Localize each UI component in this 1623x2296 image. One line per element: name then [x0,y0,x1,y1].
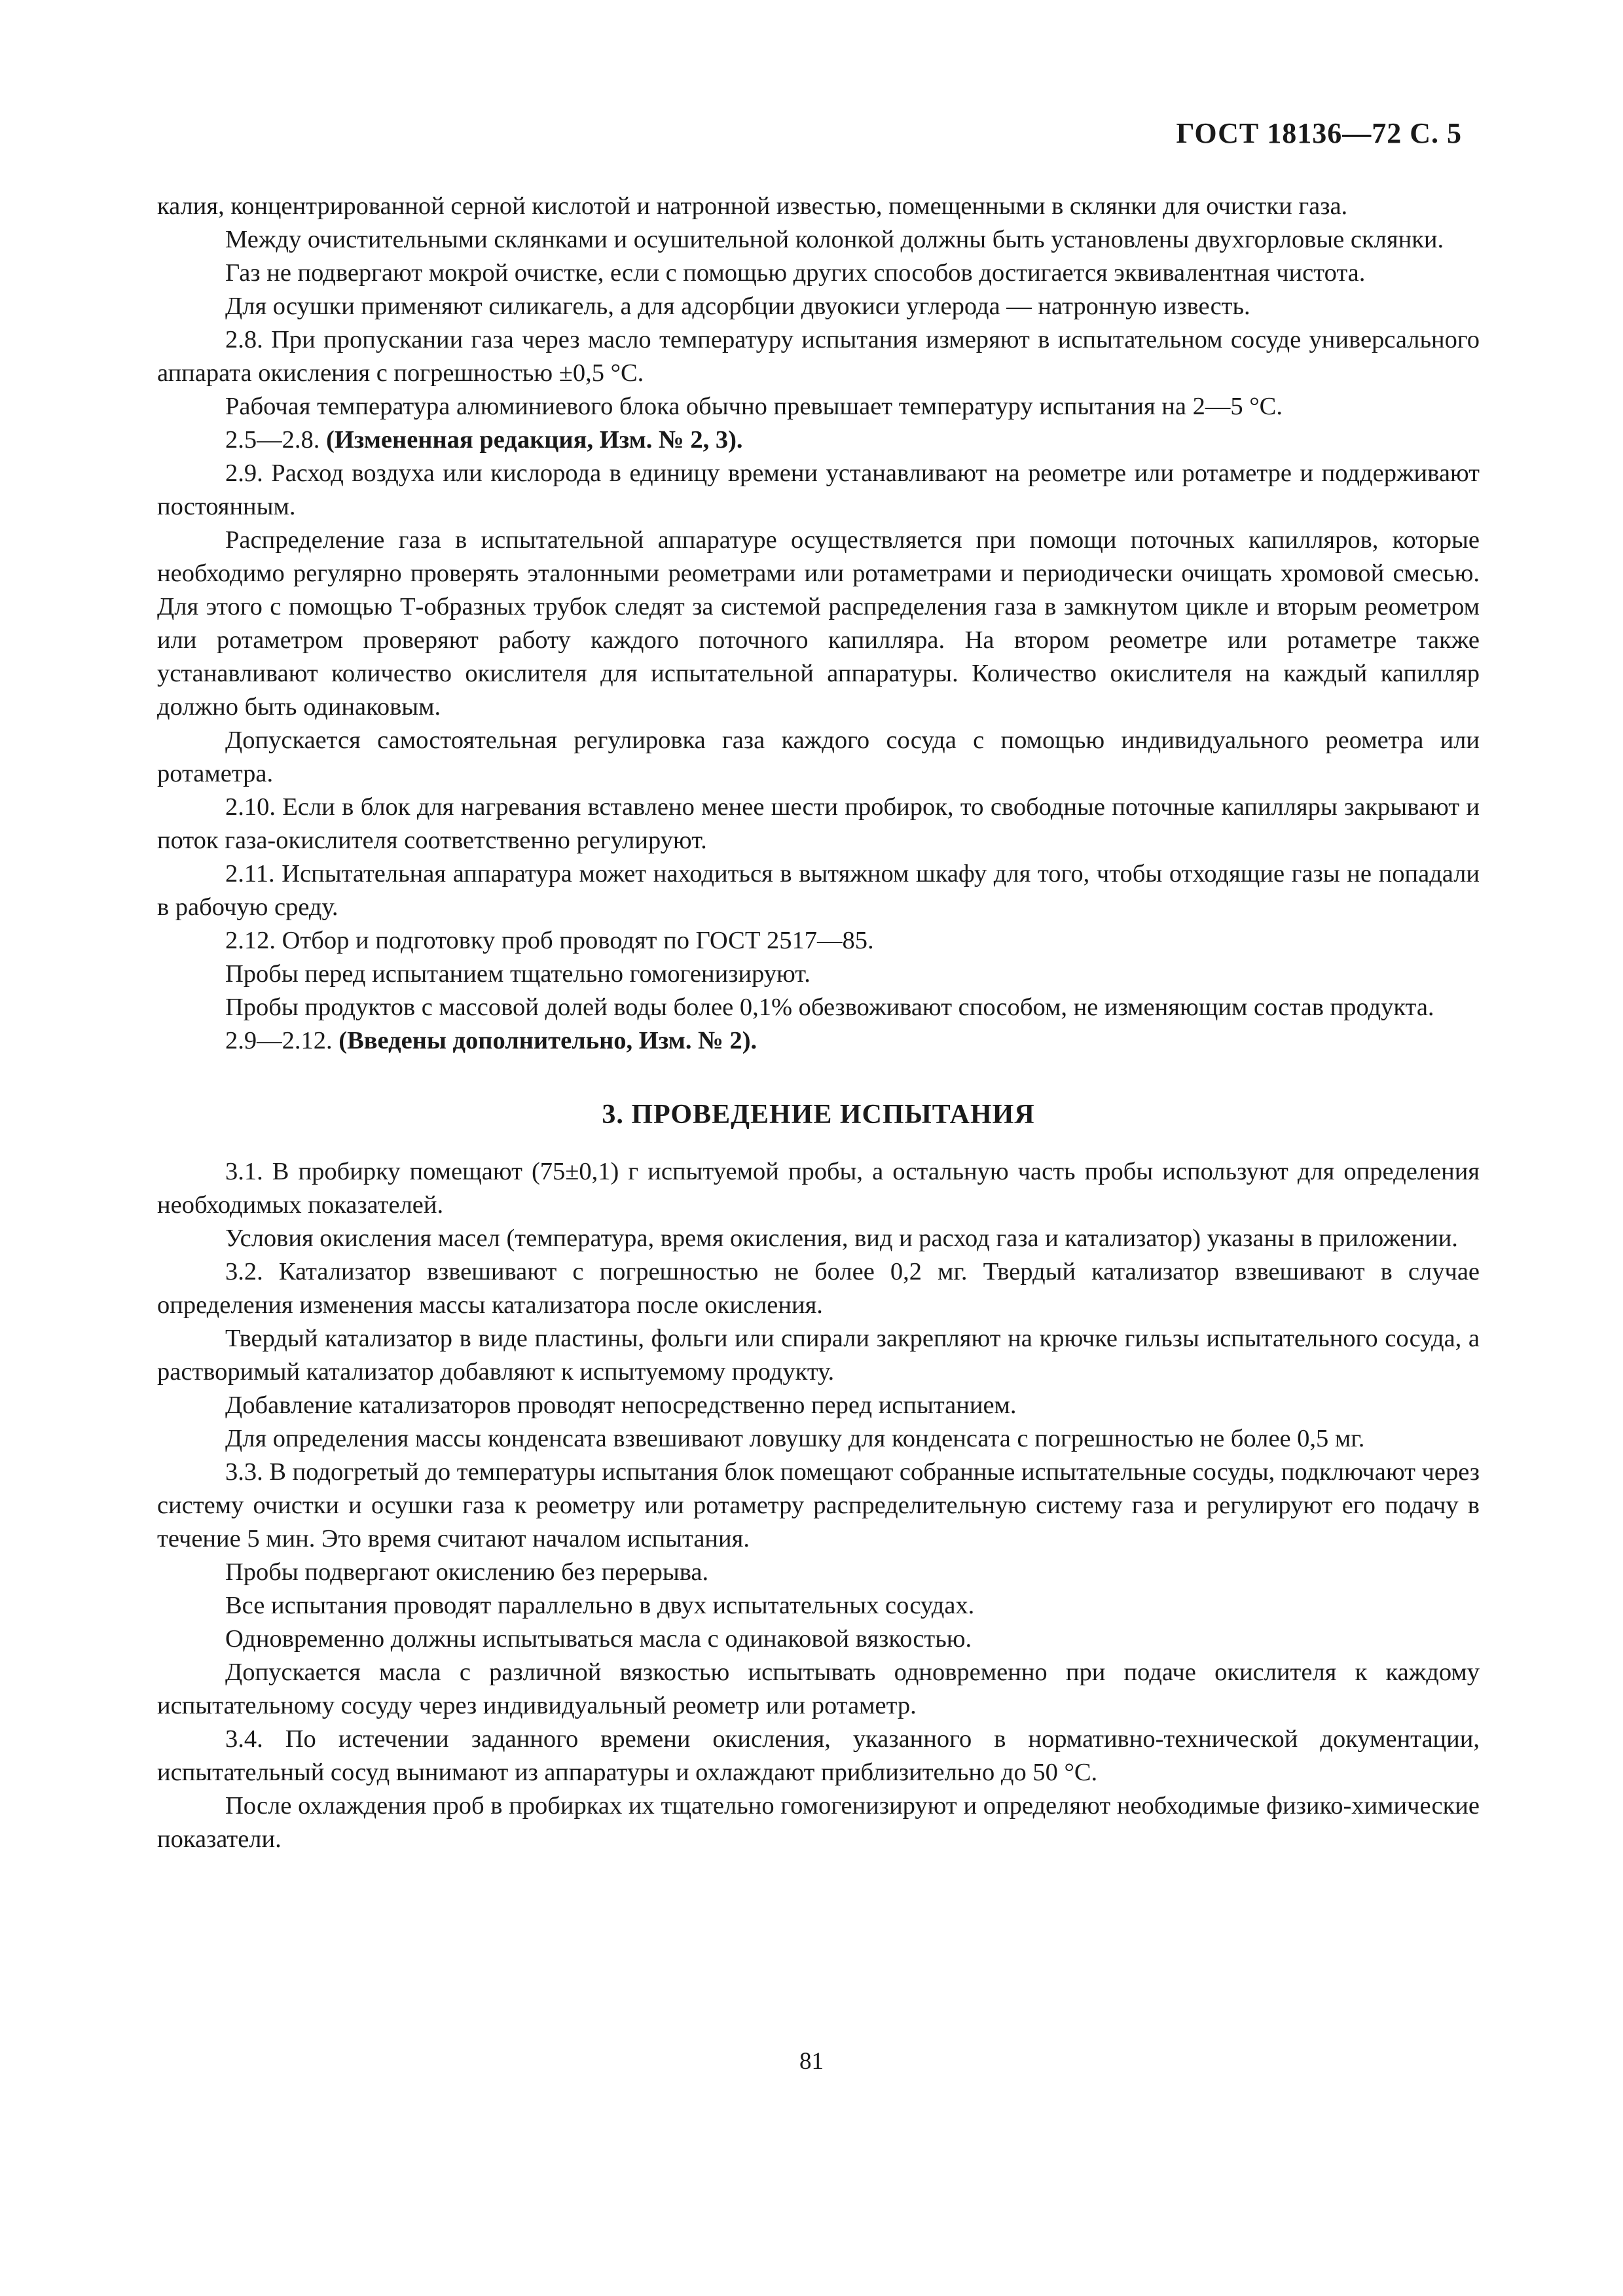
paragraph: 2.12. Отбор и подготовку проб проводят по ГОСТ 2517—85. [225,927,874,954]
paragraph: Твердый катализатор в виде пластины, фольги или спирали закрепляют на крючке гильзы испытательного сосуда, а растворимый катализатор добавляют к испытуемому продукту. [157,1325,1480,1386]
paragraph: Все испытания проводят параллельно в двух испытательных сосудах. [225,1592,975,1619]
paragraph: Для определения массы конденсата взвешивают ловушку для конденсата с погрешностью не более 0,5 мг. [225,1425,1365,1452]
paragraph: Пробы подвергают окислению без перерыва. [225,1558,709,1586]
amendment-note [157,423,1480,457]
section-heading: 3. ПРОВЕДЕНИЕ ИСПЫТАНИЯ [602,1100,1035,1130]
paragraph: Пробы продуктов с массовой долей воды более 0,1% обезвоживают способом, не изменяющим состав продукта. [225,994,1434,1021]
paragraph: Газ не подвергают мокрой очистке, если с помощью других способов достигается эквивалентная чистота. [225,259,1366,287]
paragraph: калия, концентрированной серной кислотой и натронной известью, помещенными в склянки для очистки газа. [157,192,1348,220]
amendment-note [157,1024,1480,1058]
paragraph: Одновременно должны испытываться масла с одинаковой вязкостью. [225,1625,972,1653]
clause-range: 2.5—2.8. [225,426,320,454]
paragraph: 2.10. Если в блок для нагревания вставлено менее шести пробирок, то свободные поточные капилляры закрывают и поток газа-окислителя соответственно регулируют. [157,793,1480,854]
paragraph: 3.4. По истечении заданного времени окисления, указанного в нормативно-технической документации, испытательный сосуд вынимают из аппаратуры и охлаждают приблизительно до 50 °С. [157,1725,1480,1786]
paragraph: Между очистительными склянками и осушительной колонкой должны быть установлены двухгорловые склянки. [225,226,1444,253]
document-header: ГОСТ 18136—72 С. 5 [1176,117,1462,149]
paragraph: 2.11. Испытательная аппаратура может находиться в вытяжном шкафу для того, чтобы отходящие газы не попадали в рабочую среду. [157,860,1480,921]
paragraph: Пробы перед испытанием тщательно гомогенизируют. [225,960,811,988]
page-number: 81 [799,2048,824,2075]
paragraph: 3.2. Катализатор взвешивают с погрешностью не более 0,2 мг. Твердый катализатор взвешивают в случае определения изменения массы катализатора после окисления. [157,1258,1480,1319]
document-body [157,190,1480,1856]
paragraph: Для осушки применяют силикагель, а для адсорбции двуокиси углерода — натронную известь. [225,293,1250,320]
paragraph: 2.9. Расход воздуха или кислорода в единицу времени устанавливают на реометре или ротаметре и поддерживают постоянным. [157,459,1480,520]
paragraph: После охлаждения проб в пробирках их тщательно гомогенизируют и определяют необходимые физико-химические показатели. [157,1792,1480,1853]
amendment-text: (Измененная редакция, Изм. № 2, 3). [326,426,743,454]
paragraph: 3.1. В пробирку помещают (75±0,1) г испытуемой пробы, а остальную часть пробы используют для определения необходимых показателей. [157,1158,1480,1219]
amendment-text: (Введены дополнительно, Изм. № 2). [338,1027,757,1054]
paragraph: Допускается самостоятельная регулировка газа каждого сосуда с помощью индивидуального реометра или ротаметра. [157,726,1480,787]
paragraph: Рабочая температура алюминиевого блока обычно превышает температуру испытания на 2—5 °С. [225,393,1283,420]
paragraph: Добавление катализаторов проводят непосредственно перед испытанием. [225,1391,1017,1419]
paragraph: 2.8. При пропускании газа через масло температуру испытания измеряют в испытательном сосуде универсального аппарата окисления с погрешностью ±0,5 °С. [157,326,1480,387]
clause-range: 2.9—2.12. [225,1027,333,1054]
paragraph: Допускается масла с различной вязкостью испытывать одновременно при подаче окислителя к каждому испытательному сосуду через индивидуальный реометр или ротаметр. [157,1659,1480,1719]
paragraph: Условия окисления масел (температура, время окисления, вид и расход газа и катализатор) указаны в приложении. [225,1225,1458,1252]
paragraph: Распределение газа в испытательной аппаратуре осуществляется при помощи поточных капилляров, которые необходимо регулярно проверять эталонными реометрами или ротаметрами и периодически очищать хромовой смесью. Для этого с помощью Т-образных трубок следят за системой распределения газа в замкнутом цикле и вторым реометром или ротаметром проверяют работу каждого поточного капилляра. На втором реометре или ротаметре также устанавливают количество окислителя для испытательной аппаратуры. Количество окислителя на каждый капилляр должно быть одинаковым. [157,526,1480,721]
paragraph: 3.3. В подогретый до температуры испытания блок помещают собранные испытательные сосуды, подключают через систему очистки и осушки газа к реометру или ротаметру распределительную систему газа и регулируют его подачу в течение 5 мин. Это время считают началом испытания. [157,1458,1480,1552]
